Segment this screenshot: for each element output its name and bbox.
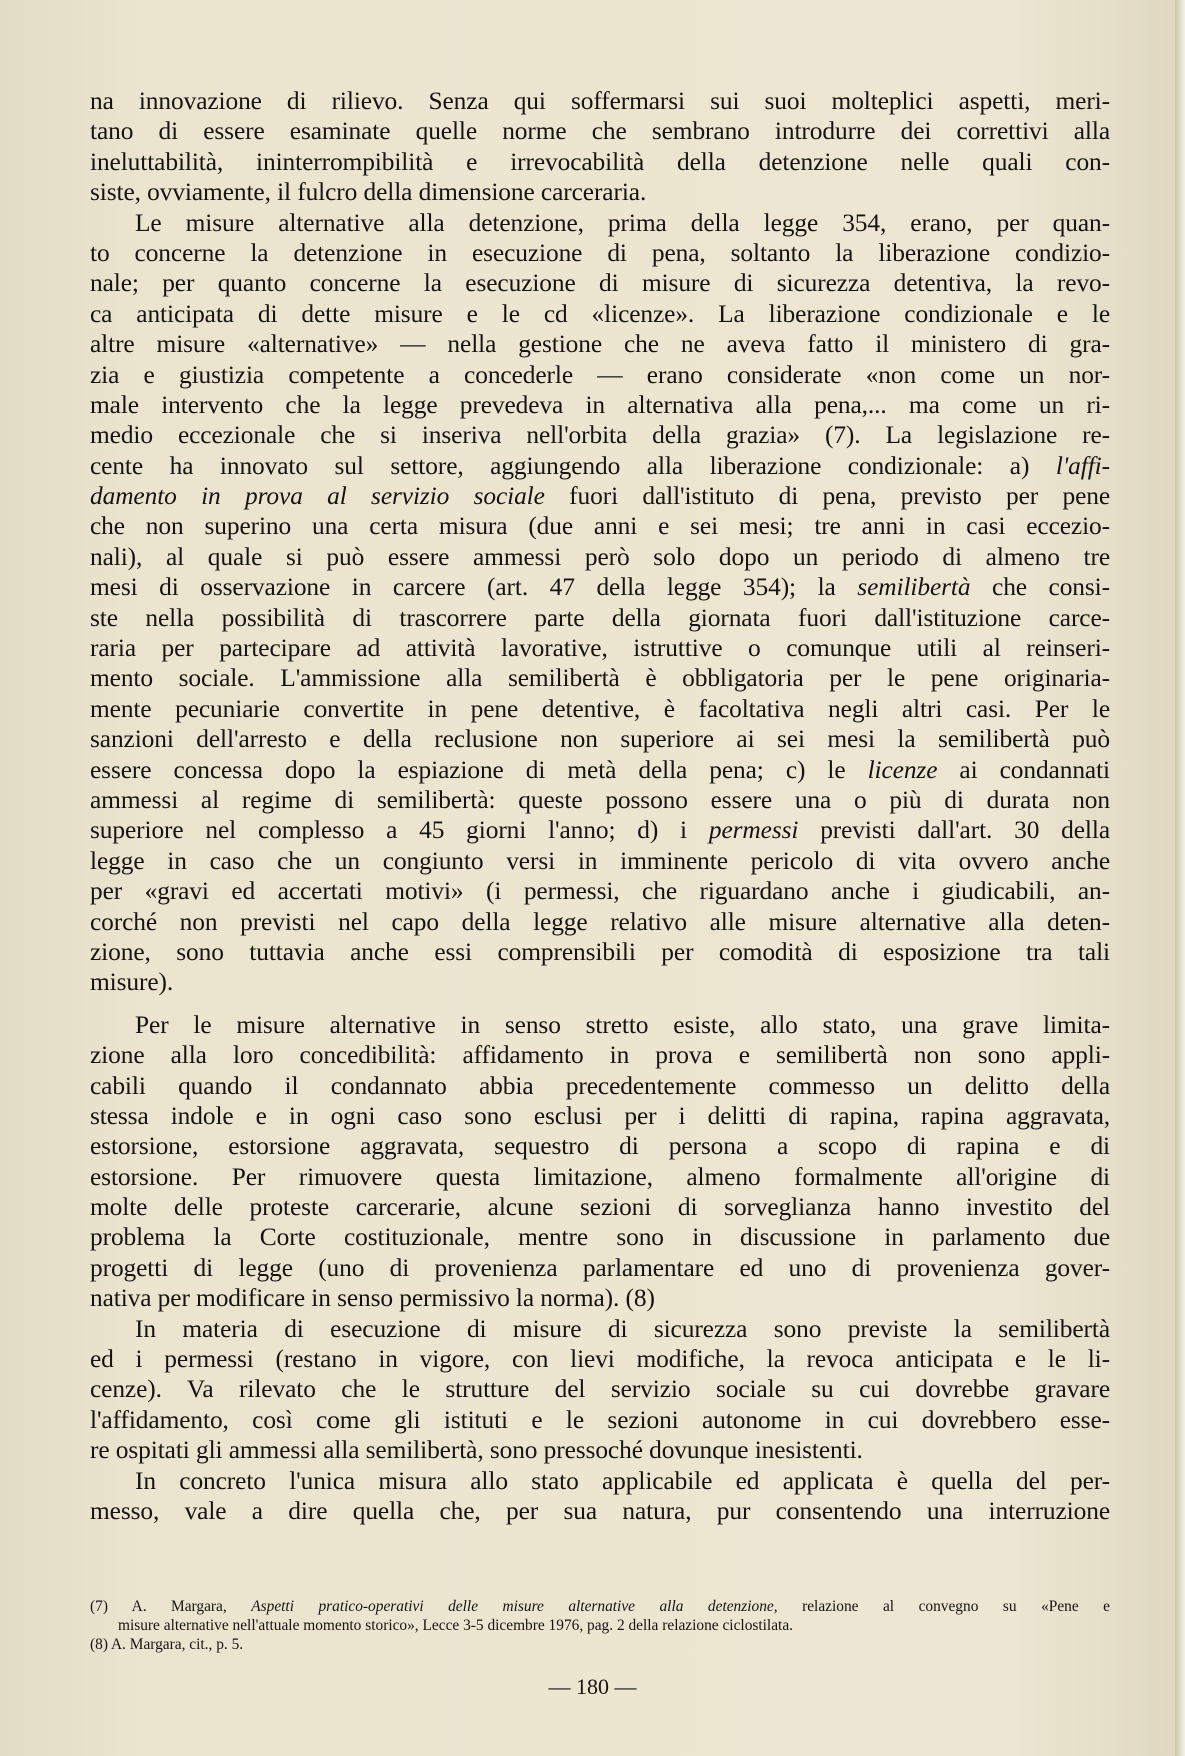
text-line: ineluttabilità, ininterrompibilità e irrevocabilità della detenzione nelle quali con- [90, 147, 1110, 176]
text-line: l'affidamento, così come gli istituti e le sezioni autonome in cui dovrebbero esse- [90, 1405, 1110, 1434]
italic-term: l'affi- [1055, 451, 1110, 480]
text-line: progetti di legge (uno di provenienza parlamentare ed uno di provenienza gover- [90, 1253, 1110, 1282]
text-line [90, 572, 1110, 602]
italic-term: damento in prova al servizio sociale [90, 482, 545, 511]
footnotes [90, 1597, 1110, 1654]
footnote-line [90, 1597, 1110, 1616]
text-line: In materia di esecuzione di misure di sicurezza sono previste la semilibertà [135, 1314, 1110, 1343]
text-line: legge in caso che un congiunto versi in imminente pericolo di vita ovvero anche [90, 846, 1110, 875]
footnote-7 [90, 1597, 1110, 1635]
text-line: molte delle proteste carcerarie, alcune sezioni di sorveglianza hanno investito del [90, 1193, 1110, 1222]
text-line: In concreto l'unica misura allo stato applicabile ed applicata è quella del per- [135, 1466, 1110, 1495]
italic-term: licenze [867, 755, 938, 784]
footnote-text: relazione al convegno su «Pene e [777, 1598, 1110, 1615]
text-segment: cente ha innovato sul settore, aggiungendo alla liberazione condizionale: a) [90, 451, 1056, 480]
text-line: tano di essere esaminate quelle norme che sembrano introdurre dei correttivi alla [90, 117, 1110, 146]
text-line: Le misure alternative alla detenzione, prima della legge 354, erano, per quan- [135, 208, 1110, 237]
text-line: Per le misure alternative in senso stretto esiste, allo stato, una grave limita- [135, 1010, 1110, 1039]
text-segment: superiore nel complesso a 45 giorni l'anno; d) i [90, 816, 709, 845]
text-line: siste, ovviamente, il fulcro della dimensione carceraria. [90, 178, 647, 207]
text-line [90, 481, 1110, 511]
text-line: raria per partecipare ad attività lavorative, istruttive o comunque utili al reinseri- [90, 634, 1110, 663]
text-line: nale; per quanto concerne la esecuzione di misure di sicurezza detentiva, la revo- [90, 269, 1110, 298]
page-edge [1175, 0, 1185, 1756]
footnote-title: Aspetti pratico-operativi delle misure alternative alla detenzione, [251, 1598, 778, 1615]
text-line: messo, vale a dire quella che, per sua natura, pur consentendo una interruzione [90, 1496, 1110, 1525]
text-line: per «gravi ed accertati motivi» (i permessi, che riguardano anche i giudicabili, an- [90, 877, 1110, 906]
text-line: problema la Corte costituzionale, mentre sono in discussione in parlamento due [90, 1223, 1110, 1252]
footnote-text: (7) A. Margara, [90, 1598, 252, 1615]
body-text [90, 86, 1110, 1526]
text-line: ste nella possibilità di trascorrere parte della giornata fuori dall'istituzione carce- [90, 603, 1110, 632]
text-line: ca anticipata di dette misure e le cd «licenze». La liberazione condizionale e le [90, 299, 1110, 328]
text-line: altre misure «alternative» — nella gestione che ne aveva fatto il ministero di gra- [90, 330, 1110, 359]
text-line: zione alla loro concedibilità: affidamento in prova e semilibertà non sono appli- [90, 1041, 1110, 1070]
text-line: nativa per modificare in senso permissivo la norma). (8) [90, 1284, 655, 1313]
text-line: ammessi al regime di semilibertà: queste possono essere una o più di durata non [90, 785, 1110, 814]
text-segment: essere concessa dopo la espiazione di metà della pena; c) le [90, 755, 868, 784]
text-line [90, 755, 1110, 785]
footnote-line: misure alternative nell'attuale momento storico», Lecce 3-5 dicembre 1976, pag. 2 della relazione ciclostilata. [118, 1617, 793, 1634]
text-line: corché non previsti nel capo della legge relativo alle misure alternative alla deten- [90, 907, 1110, 936]
text-segment: ai condannati [937, 755, 1110, 784]
text-line: medio eccezionale che si inseriva nell'orbita della grazia» (7). La legislazione re- [90, 421, 1110, 450]
text-line: zia e giustizia competente a concederle — erano considerate «non come un nor- [90, 360, 1110, 389]
paragraph-gap [90, 998, 1110, 1010]
italic-term: semilibertà [857, 573, 971, 602]
text-line: to concerne la detenzione in esecuzione di pena, soltanto la liberazione condizio- [90, 238, 1110, 267]
text-line: ed i permessi (restano in vigore, con lievi modifiche, la revoca anticipata e le li- [90, 1345, 1110, 1374]
text-line: misure). [90, 968, 174, 997]
text-line: cabili quando il condannato abbia precedentemente commesso un delitto della [90, 1071, 1110, 1100]
text-line [90, 451, 1110, 481]
text-segment: che consi- [970, 573, 1110, 602]
text-line: stessa indole e in ogni caso sono esclusi per i delitti di rapina, rapina aggravata, [90, 1101, 1110, 1130]
text-line: mento sociale. L'ammissione alla semilibertà è obbligatoria per le pene originaria- [90, 664, 1110, 693]
text-line: zione, sono tuttavia anche essi comprensibili per comodità di esposizione tra tali [90, 937, 1110, 966]
page-number: — 180 — [548, 1674, 637, 1699]
footnote-line: (8) A. Margara, cit., p. 5. [90, 1636, 244, 1653]
text-line [90, 815, 1110, 845]
text-segment: mesi di osservazione in carcere (art. 47 della legge 354); la [90, 573, 858, 602]
text-line: re ospitati gli ammessi alla semilibertà, sono pressoché dovunque inesistenti. [90, 1436, 863, 1465]
text-segment: previsti dall'art. 30 della [798, 816, 1111, 845]
text-line: sanzioni dell'arresto e della reclusione non superiore ai sei mesi la semilibertà può [90, 725, 1110, 754]
text-line: cenze). Va rilevato che le strutture del servizio sociale su cui dovrebbe gravare [90, 1375, 1110, 1404]
text-line: na innovazione di rilievo. Senza qui soffermarsi sui suoi molteplici aspetti, meri- [90, 87, 1110, 115]
footnote-8 [90, 1635, 1110, 1654]
text-line: estorsione. Per rimuovere questa limitazione, almeno formalmente all'origine di [90, 1162, 1110, 1191]
text-line: mente pecuniarie convertite in pene detentive, è facoltativa negli altri casi. Per le [90, 694, 1110, 723]
text-line: che non superino una certa misura (due anni e sei mesi; tre anni in casi eccezio- [90, 512, 1110, 541]
text-line: nali), al quale si può essere ammessi però solo dopo un periodo di almeno tre [90, 542, 1110, 571]
text-line: estorsione, estorsione aggravata, sequestro di persona a scopo di rapina e di [90, 1132, 1110, 1161]
text-line: male intervento che la legge prevedeva in alternativa alla pena,... ma come un ri- [90, 390, 1110, 419]
text-segment: fuori dall'istituto di pena, previsto per pene [544, 482, 1111, 511]
italic-term: permessi [708, 816, 799, 845]
